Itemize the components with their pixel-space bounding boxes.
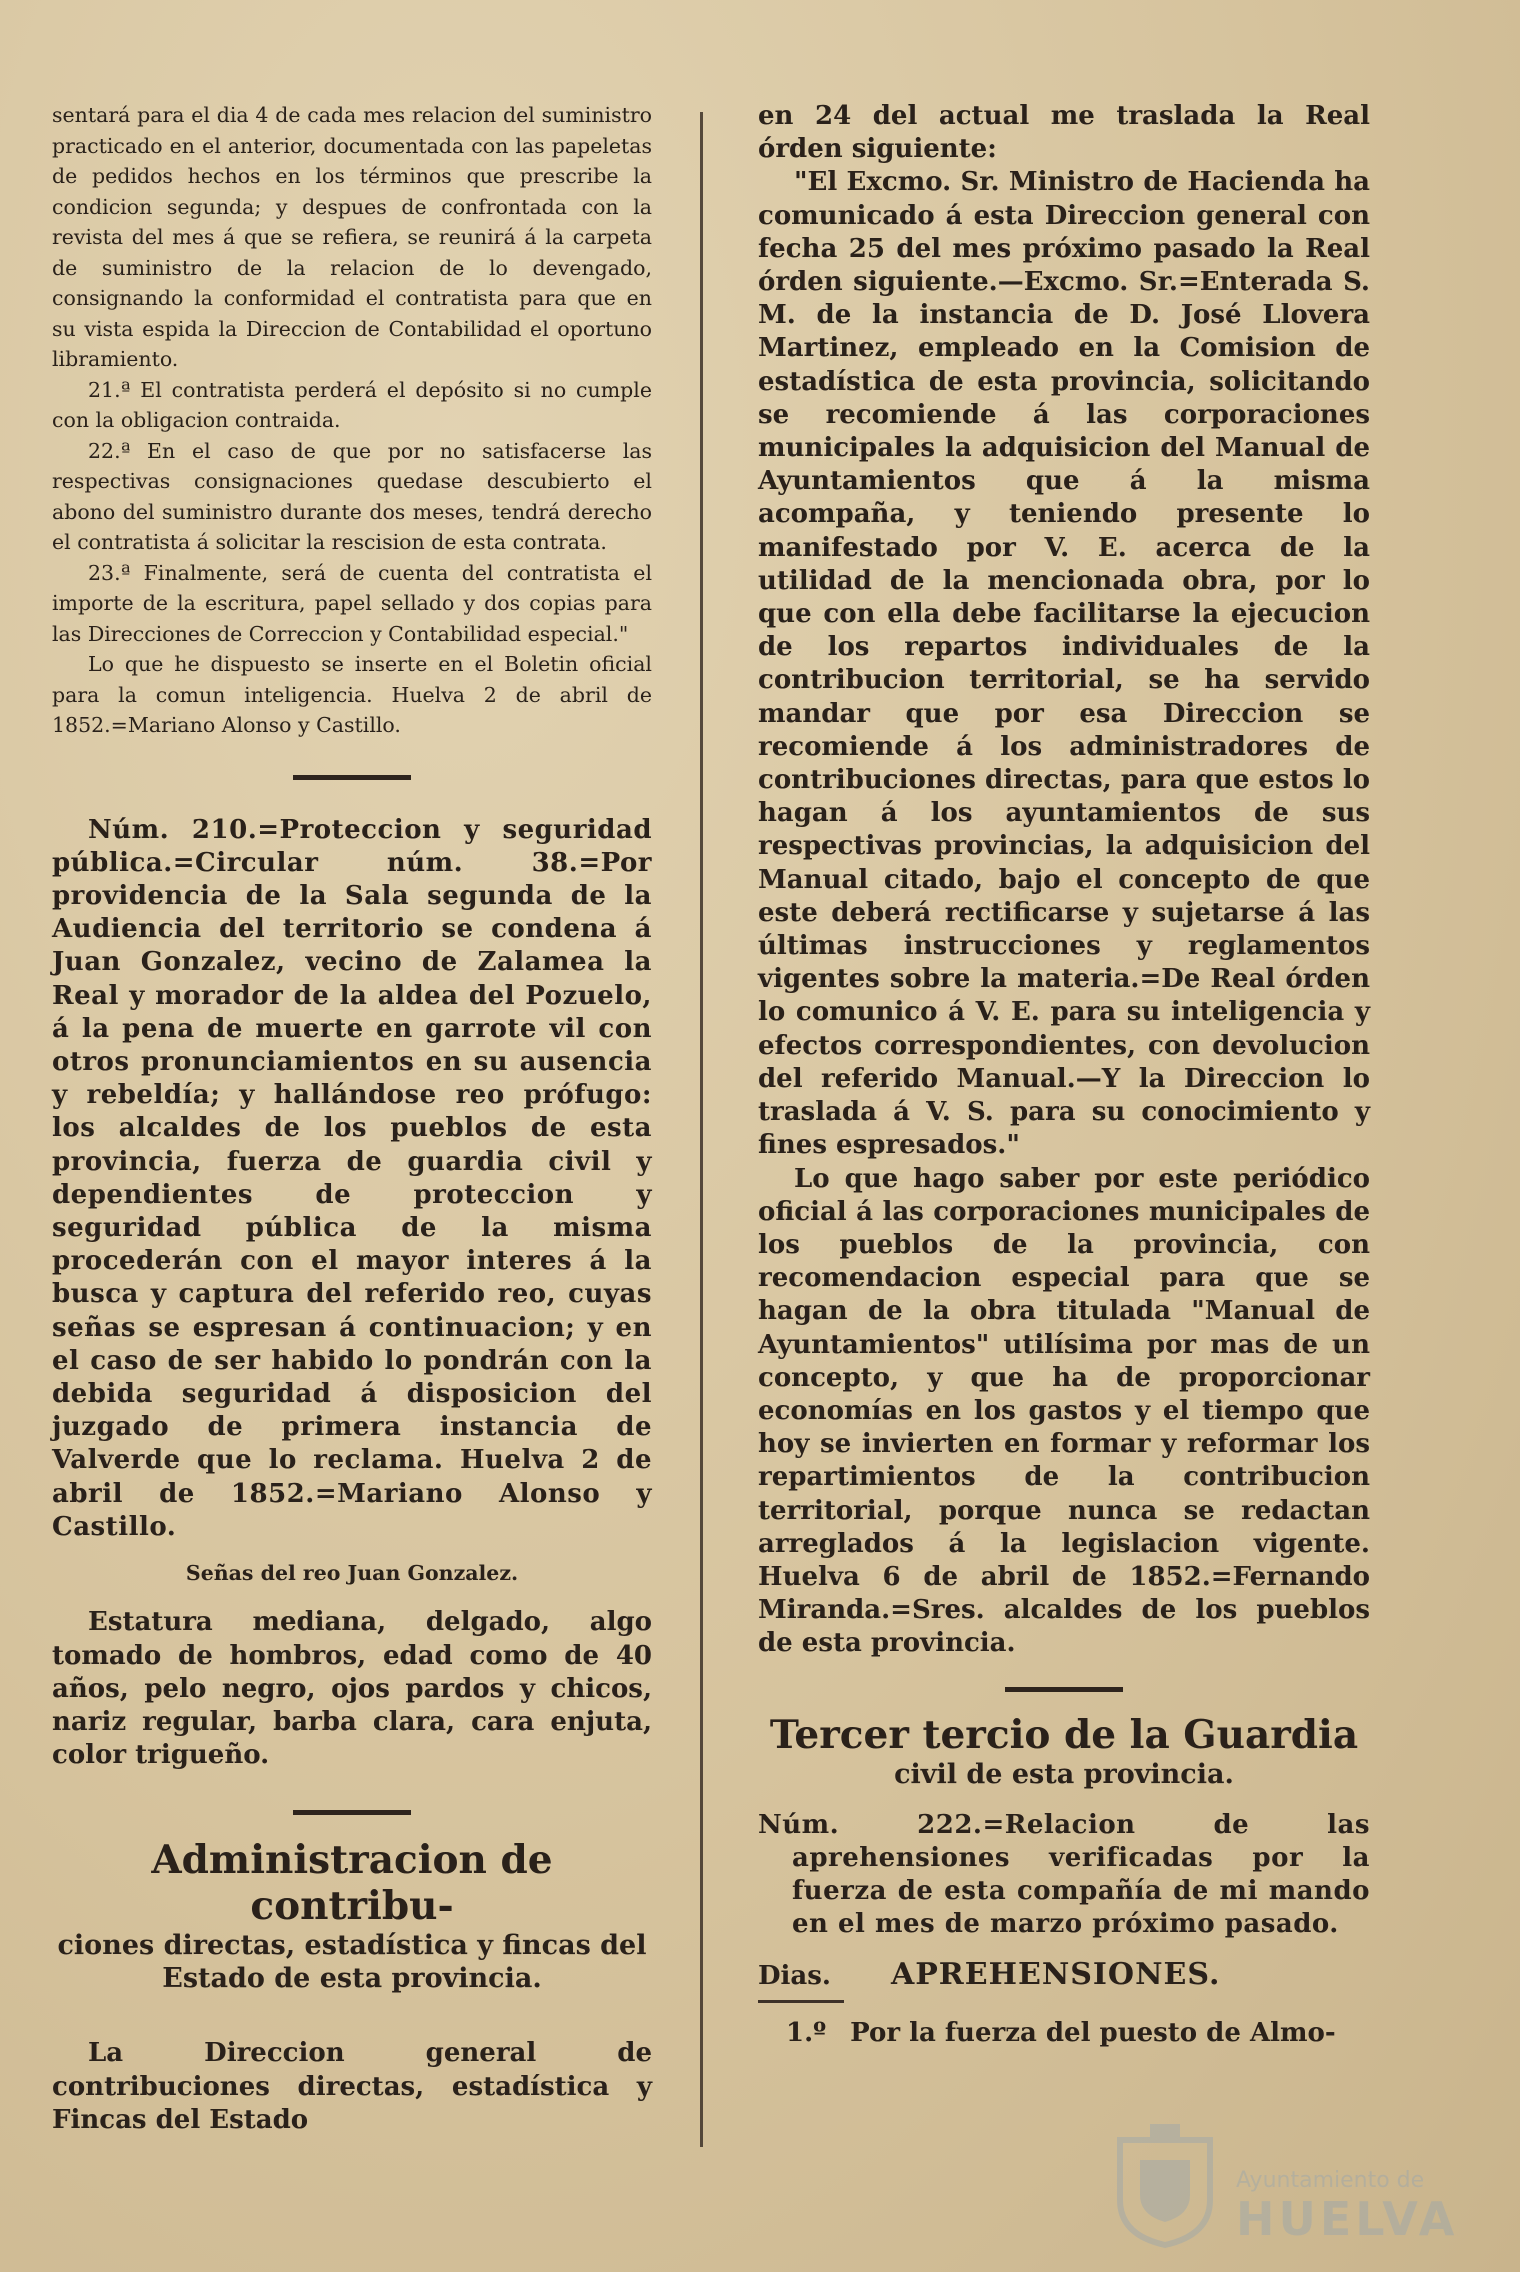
col-aprehensiones: APREHENSIONES. (890, 1957, 1221, 1993)
watermark-line1: Ayuntamiento de (1236, 2168, 1425, 2193)
column-divider (700, 112, 703, 2147)
relacion-222: Núm. 222.=Relacion de las aprehensiones verificadas por la fuerza de esta compañía de mi mando en el mes de marzo próximo pasado. (758, 1809, 1370, 1940)
clause-23: 23.ª Finalmente, será de cuenta del contratista el importe de la escritura, papel sellado y dos copias para las Direcciones de Correccion y Contabilidad especial." (52, 560, 652, 646)
senas-description: Estatura mediana, delgado, algo tomado de hombros, edad como de 40 años, pelo negro, ojos pardos y chicos, nariz regular, barba clara, cara enjuta, color trigueño. (52, 1607, 652, 1771)
row-day: 1.º (786, 2018, 827, 2049)
ayuntamiento-watermark (1110, 2120, 1459, 2250)
circular-210: Núm. 210.=Proteccion y seguridad pública.=Circular núm. 38.=Por providencia de la Sala segunda de la Audiencia del territorio se condena á Juan Gonzalez, vecino de Zalamea la Real y morador de la aldea del Pozuelo, á la pena de muerte en garrote vil con otros pronunciamientos en su ausencia y rebeldía; y hallándose reo prófugo: los alcaldes de los pueblos de esta provincia, fuerza de guardia civil y dependientes de proteccion y seguridad pública de la misma procederán con el mayor interes á la busca y captura del referido reo, cuyas señas se espresan á continuacion; y en el caso de ser habido lo pondrán con la debida seguridad á disposicion del juzgado de primera instancia de Valverde que lo reclama. Huelva 2 de abril de 1852.=Mariano Alonso y Castillo. (52, 814, 652, 1542)
col-dias: Dias. (758, 1961, 831, 1992)
huelva-seal-icon (1110, 2120, 1220, 2250)
real-orden-text: "El Excmo. Sr. Ministro de Hacienda ha comunicado á esta Direccion general con fecha 25 del mes próximo pasado la Real órden siguiente.—Excmo. Sr.=Enterada S. M. de la instancia de D. José Llovera Martinez, empleado en la Comision de estadística de esta provincia, solicitando se recomiende á las corporaciones municipales la adquisicion del Manual de Ayuntamientos que á la misma acompaña, y teniendo presente lo manifestado por V. E. acerca de la utilidad de la mencionada obra, por lo que con ella debe facilitarse la ejecucion de los repartos individuales de la contribucion territorial, se ha servido mandar que por esa Direccion se recomiende á los administradores de contribuciones directas, para que estos lo hagan á los ayuntamientos de sus respectivas provincias, la adquisicion del Manual citado, bajo el concepto de que este deberá rectificarse y sujetarse á las últimas instrucciones y reglamentos vigentes sobre la materia.=De Real órden lo comunico á V. E. para su inteligencia y efectos correspondientes, con devolucion del referido Manual.—Y la Direccion lo traslada á V. S. para su conocimiento y fines espresados." (758, 167, 1370, 1161)
table-header-rule (758, 2000, 844, 2003)
real-orden-intro: en 24 del actual me traslada la Real órden siguiente: (758, 101, 1370, 165)
right-column (758, 100, 1370, 2051)
senas-title: Señas del reo Juan Gonzalez. (185, 1560, 519, 1585)
admin-section-title: Administracion de contribu- (151, 1837, 553, 1930)
closing-paragraph: Lo que he dispuesto se inserte en el Boletin oficial para la comun inteligencia. Huelva 2 de abril de 1852.=Mariano Alonso y Castillo. (52, 652, 652, 737)
admin-section-subtitle: ciones directas, estadística y fincas del Estado de esta provincia. (57, 1930, 647, 1995)
clause-21: 21.ª El contratista perderá el depósito si no cumple con la obligacion contraida. (52, 377, 652, 432)
aprehensiones-table-header (758, 1957, 1370, 1992)
guardia-section-subtitle: civil de esta provincia. (894, 1758, 1234, 1790)
contract-paragraph: sentará para el dia 4 de cada mes relacion del suministro practicado en el anterior, documentada con las papeletas de pedidos hechos en los términos que prescribe la condicion segunda; y despues de confrontada con la revista del mes á que se refiera, se reunirá á la carpeta de suministro de la relacion de lo devengado, consignando la conformidad el contratista para que en su vista espida la Direccion de Contabilidad el oportuno libramiento. (52, 103, 652, 371)
announcement-paragraph: Lo que hago saber por este periódico oficial á las corporaciones municipales de los pueblos de la provincia, con recomendacion especial para que se hagan de la obra titulada "Manual de Ayuntamientos" utilísima por mas de un concepto, y que ha de proporcionar economías en los gastos y el tiempo que hoy se invierten en formar y reformar los repartimientos de la contribucion territorial, porque nunca se redactan arreglados á la legislacion vigente. Huelva 6 de abril de 1852.=Fernando Miranda.=Sres. alcaldes de los pueblos de esta provincia. (758, 1163, 1370, 1659)
admin-body: La Direccion general de contribuciones directas, estadística y Fincas del Estado (52, 2038, 652, 2135)
guardia-section-title: Tercer tercio de la Guardia (769, 1711, 1359, 1758)
left-column (52, 100, 652, 2137)
clause-22: 22.ª En el caso de que por no satisfacerse las respectivas consignaciones quedase descubierto el abono del suministro durante dos meses, tendrá derecho el contratista á solicitar la rescision de esta contrata. (52, 438, 652, 554)
watermark-line2: HUELVA (1236, 2192, 1459, 2246)
table-row (758, 2017, 1370, 2050)
row-text: Por la fuerza del puesto de Almo- (850, 2018, 1336, 2049)
